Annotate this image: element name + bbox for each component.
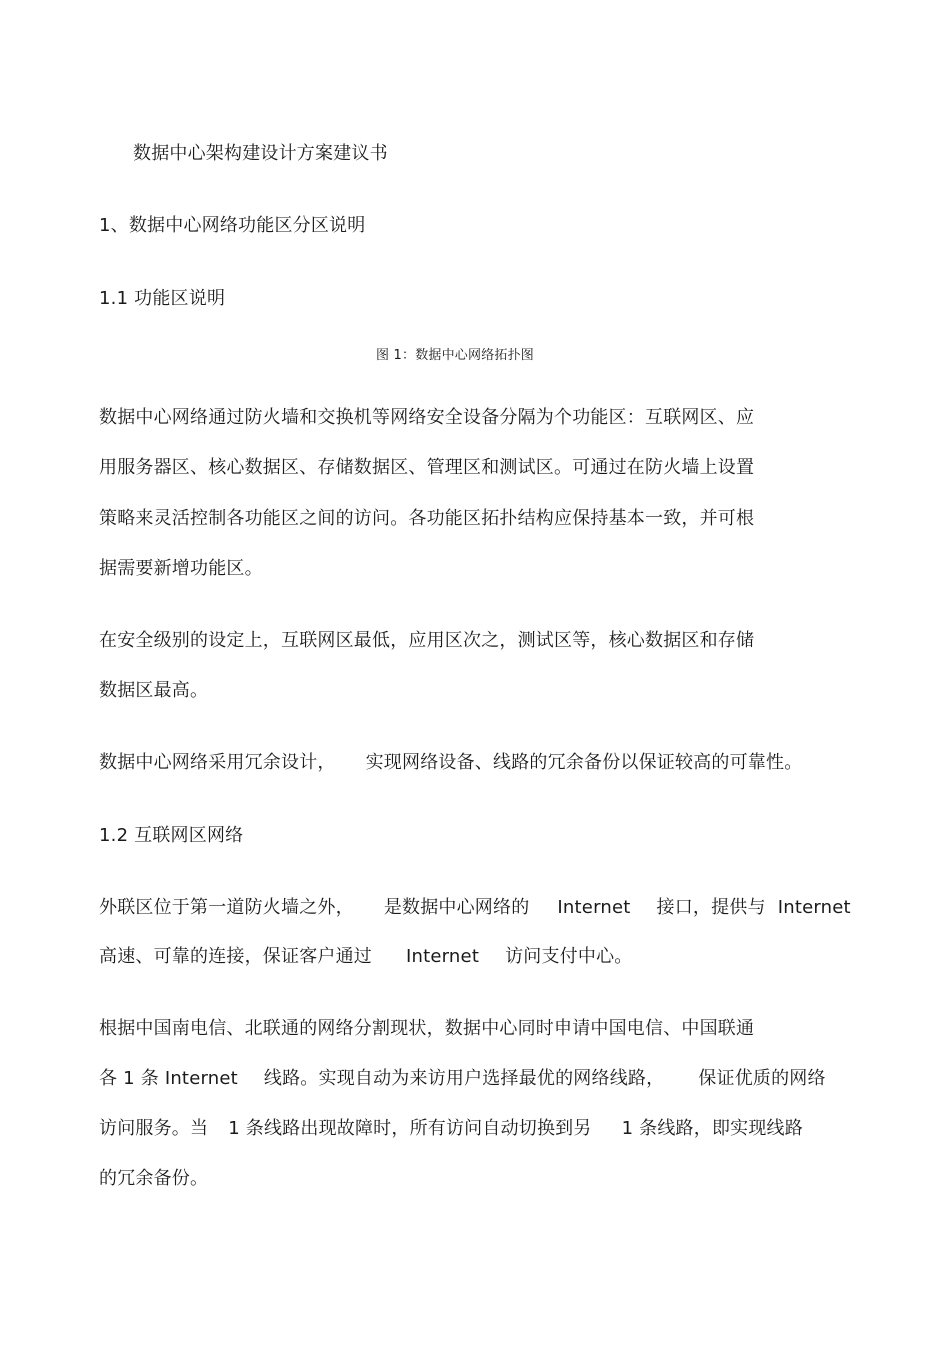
- paragraph-line: 数据区最高。: [99, 680, 209, 701]
- paragraph-line: [99, 752, 802, 774]
- paragraph-line: 策略来灵活控制各功能区之间的访问。各功能区拓扑结构应保持基本一致，并可根: [99, 508, 755, 529]
- paragraph-line: [99, 1068, 826, 1090]
- paragraph-line: 的冗余备份。: [99, 1168, 209, 1189]
- text-segment: 是数据中心网络的: [383, 897, 530, 918]
- paragraph-line: [99, 1118, 803, 1140]
- text-segment: 1 条线路，即实现线路: [621, 1118, 803, 1139]
- text-segment: 实现网络设备、线路的冗余备份以保证较高的可靠性。: [365, 752, 803, 773]
- text-segment: 高速、可靠的连接，保证客户通过: [99, 946, 372, 967]
- paragraph-line: [99, 897, 851, 919]
- text-segment: 各 1 条 Internet: [99, 1068, 238, 1089]
- figure-caption: 图 1：数据中心网络拓扑图: [376, 348, 535, 363]
- text-segment: 1 条线路出现故障时，所有访问自动切换到另: [228, 1118, 592, 1139]
- text-segment: 访问服务。当: [99, 1118, 209, 1139]
- paragraph-line: 在安全级别的设定上，互联网区最低，应用区次之，测试区等，核心数据区和存储: [99, 630, 755, 651]
- document-title: 数据中心架构建设计方案建议书: [133, 143, 388, 164]
- text-segment: 保证优质的网络: [698, 1068, 826, 1089]
- text-segment: Internet: [777, 897, 851, 918]
- text-segment: 数据中心网络采用冗余设计，: [99, 752, 336, 773]
- paragraph-line: 用服务器区、核心数据区、存储数据区、管理区和测试区。可通过在防火墙上设置: [99, 457, 755, 478]
- text-segment: 访问支付中心。: [505, 946, 633, 967]
- section-heading-1-2: 1.2 互联网区网络: [99, 825, 244, 846]
- section-heading-1: 1、数据中心网络功能区分区说明: [99, 215, 366, 236]
- text-segment: Internet: [406, 946, 480, 967]
- section-heading-1-1: 1.1 功能区说明: [99, 288, 226, 309]
- text-segment: 线路。实现自动为来访用户选择最优的网络线路，: [263, 1068, 665, 1089]
- paragraph-line: 根据中国南电信、北联通的网络分割现状，数据中心同时申请中国电信、中国联通: [99, 1018, 755, 1039]
- text-segment: 接口，提供与: [656, 897, 766, 918]
- paragraph-line: [99, 946, 632, 968]
- text-segment: 外联区位于第一道防火墙之外，: [99, 897, 354, 918]
- paragraph-line: 数据中心网络通过防火墙和交换机等网络安全设备分隔为个功能区：互联网区、应: [99, 407, 755, 428]
- paragraph-line: 据需要新增功能区。: [99, 558, 263, 579]
- text-segment: Internet: [557, 897, 631, 918]
